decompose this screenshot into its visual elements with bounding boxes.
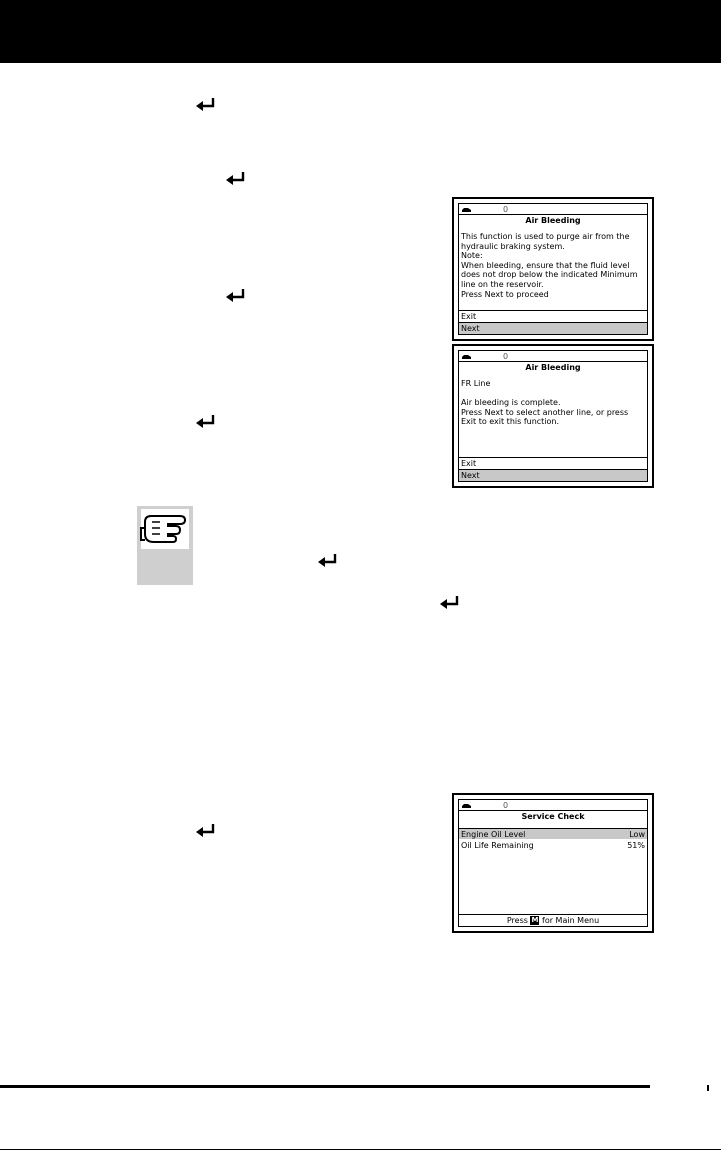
screen-title: Service Check bbox=[521, 812, 585, 821]
air-bleeding-screen-2 bbox=[452, 344, 654, 488]
car-icon bbox=[462, 207, 471, 212]
menu-item-exit[interactable]: Exit bbox=[459, 457, 647, 469]
m-key-icon: M bbox=[531, 916, 539, 924]
row-label: Engine Oil Level bbox=[461, 830, 526, 839]
status-glyph: 0 bbox=[503, 205, 509, 214]
screen-title: Air Bleeding bbox=[525, 363, 581, 372]
air-bleeding-screen-1 bbox=[452, 197, 654, 341]
row-label: Oil Life Remaining bbox=[461, 841, 534, 850]
service-check-screen bbox=[452, 793, 654, 933]
screen-footer bbox=[459, 914, 647, 926]
status-glyph: 0 bbox=[503, 352, 509, 361]
screen-menu bbox=[459, 457, 647, 481]
enter-key-icon bbox=[196, 415, 216, 429]
screen-menu bbox=[459, 310, 647, 334]
enter-key-icon bbox=[440, 596, 460, 610]
footer-text-pre: Press bbox=[506, 916, 528, 925]
enter-key-icon bbox=[226, 289, 246, 303]
screen-display bbox=[458, 350, 648, 482]
header-bar bbox=[0, 0, 721, 63]
screen-body-text: FR Line Air bleeding is complete. Press Next to select another line, or press Exit to exit this function. bbox=[461, 379, 629, 427]
status-glyph: 0 bbox=[503, 801, 509, 810]
pointing-hand-note-icon bbox=[140, 508, 190, 550]
footer-text-post: for Main Menu bbox=[542, 916, 600, 925]
screen-body-text: This function is used to purge air from the hydraulic braking system. Note: When bleeding, ensure that the fluid level does not drop below the indicated Minimum line on the reservoir. Press Next to proceed bbox=[461, 232, 638, 299]
enter-key-icon bbox=[226, 172, 246, 186]
enter-key-icon bbox=[318, 554, 338, 568]
footer-rule bbox=[0, 1085, 650, 1088]
menu-item-next[interactable]: Next bbox=[459, 322, 647, 334]
car-icon bbox=[462, 803, 471, 808]
page-edge-mark bbox=[707, 1085, 709, 1091]
bottom-border bbox=[0, 1149, 721, 1150]
menu-item-next[interactable]: Next bbox=[459, 469, 647, 481]
list-item-oil-life-remaining[interactable] bbox=[459, 840, 647, 851]
screen-display bbox=[458, 799, 648, 927]
enter-key-icon bbox=[196, 824, 216, 838]
note-box bbox=[137, 506, 193, 585]
car-icon bbox=[462, 354, 471, 359]
row-value: 51% bbox=[627, 841, 645, 850]
menu-item-exit[interactable]: Exit bbox=[459, 310, 647, 322]
enter-key-icon bbox=[196, 98, 216, 112]
row-value: Low bbox=[629, 830, 645, 839]
screen-display bbox=[458, 203, 648, 335]
list-item-engine-oil-level[interactable] bbox=[459, 828, 647, 839]
screen-title: Air Bleeding bbox=[525, 216, 581, 225]
